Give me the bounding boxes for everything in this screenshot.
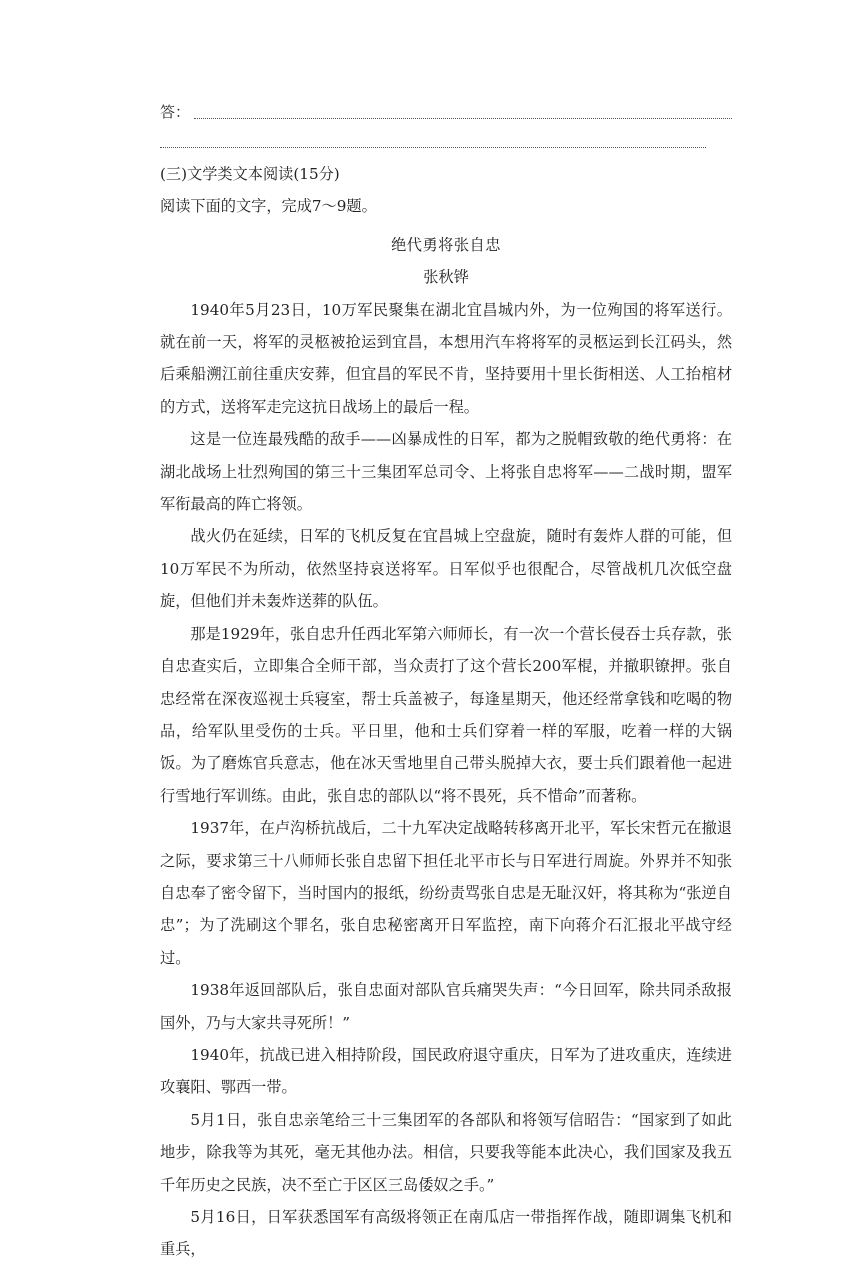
answer-label: 答： — [160, 103, 191, 121]
answer-line — [160, 100, 732, 124]
article-paragraph: 5月16日，日军获悉国军有高级将领正在南瓜店一带指挥作战，随即调集飞机和重兵， — [160, 1208, 732, 1259]
article-paragraph: 1938年返回部队后，张自忠面对部队官兵痛哭失声：“今日回军，除共同杀敌报国外，乃与大家共寻死所！” — [160, 981, 732, 1032]
article-paragraph: 1940年5月23日，10万军民聚集在湖北宜昌城内外，为一位殉国的将军送行。就在前一天，将军的灵柩被抢运到宜昌，本想用汽车将将军的灵柩运到长江码头，然后乘船溯江前往重庆安葬，但宜昌的军民不肯，坚持要用十里长街相送、人工抬棺材的方式，送将军走完这抗日战场上的最后一程。 — [160, 300, 732, 416]
article-paragraph: 这是一位连最残酷的敌手——凶暴成性的日军，都为之脱帽致敬的绝代勇将：在湖北战场上壮烈殉国的第三十三集团军总司令、上将张自忠将军——二战时期，盟军军衔最高的阵亡将领。 — [160, 430, 732, 514]
article-paragraph: 1937年，在卢沟桥抗战后，二十九军决定战略转移离开北平，军长宋哲元在撤退之际，要求第三十八师师长张自忠留下担任北平市长与日军进行周旋。外界并不知张自忠奉了密令留下，当时国内的报纸，纷纷责骂张自忠是无耻汉奸，将其称为“张逆自忠”；为了洗刷这个罪名，张自忠秘密离开日军监控，南下向蒋介石汇报北平战守经过。 — [160, 819, 732, 967]
section-instruction: 阅读下面的文字，完成7～9题。 — [160, 197, 377, 216]
reading-section — [160, 158, 732, 1266]
article-author: 张秋铧 — [423, 268, 469, 287]
section-title: (三)文学类文本阅读(15分) — [160, 165, 340, 183]
article-paragraph: 战火仍在延续，日军的飞机反复在宜昌城上空盘旋，随时有轰炸人群的可能，但10万军民不为所动，依然坚持哀送将军。日军似乎也很配合，尽管战机几次低空盘旋，但他们并未轰炸送葬的队伍。 — [160, 527, 732, 611]
answer-blank-continued — [160, 146, 706, 148]
article-title: 绝代勇将张自忠 — [391, 235, 501, 254]
article-paragraph: 那是1929年，张自忠升任西北军第六师师长，有一次一个营长侵吞士兵存款，张自忠查实后，立即集合全师干部，当众责打了这个营长200军棍，并撤职镣押。张自忠经常在深夜巡视士兵寝室，帮士兵盖被子，每逢星期天，他还经常拿钱和吃喝的物品，给军队里受伤的士兵。平日里，他和士兵们穿着一样的军服，吃着一样的大锅饭。为了磨炼官兵意志，他在冰天雪地里自己带头脱掉大衣，要士兵们跟着他一起进行雪地行军训练。由此，张自忠的部队以“将不畏死，兵不惜命”而著称。 — [160, 624, 732, 805]
answer-blank — [194, 117, 732, 119]
article-paragraph: 1940年，抗战已进入相持阶段，国民政府退守重庆，日军为了进攻重庆，连续进攻襄阳、鄂西一带。 — [160, 1045, 732, 1097]
article-paragraph: 5月1日，张自忠亲笔给三十三集团军的各部队和将领写信昭告：“国家到了如此地步，除我等为其死，毫无其他办法。相信，只要我等能本此决心，我们国家及我五千年历史之民族，决不至亡于区区三岛倭奴之手。” — [160, 1110, 732, 1194]
